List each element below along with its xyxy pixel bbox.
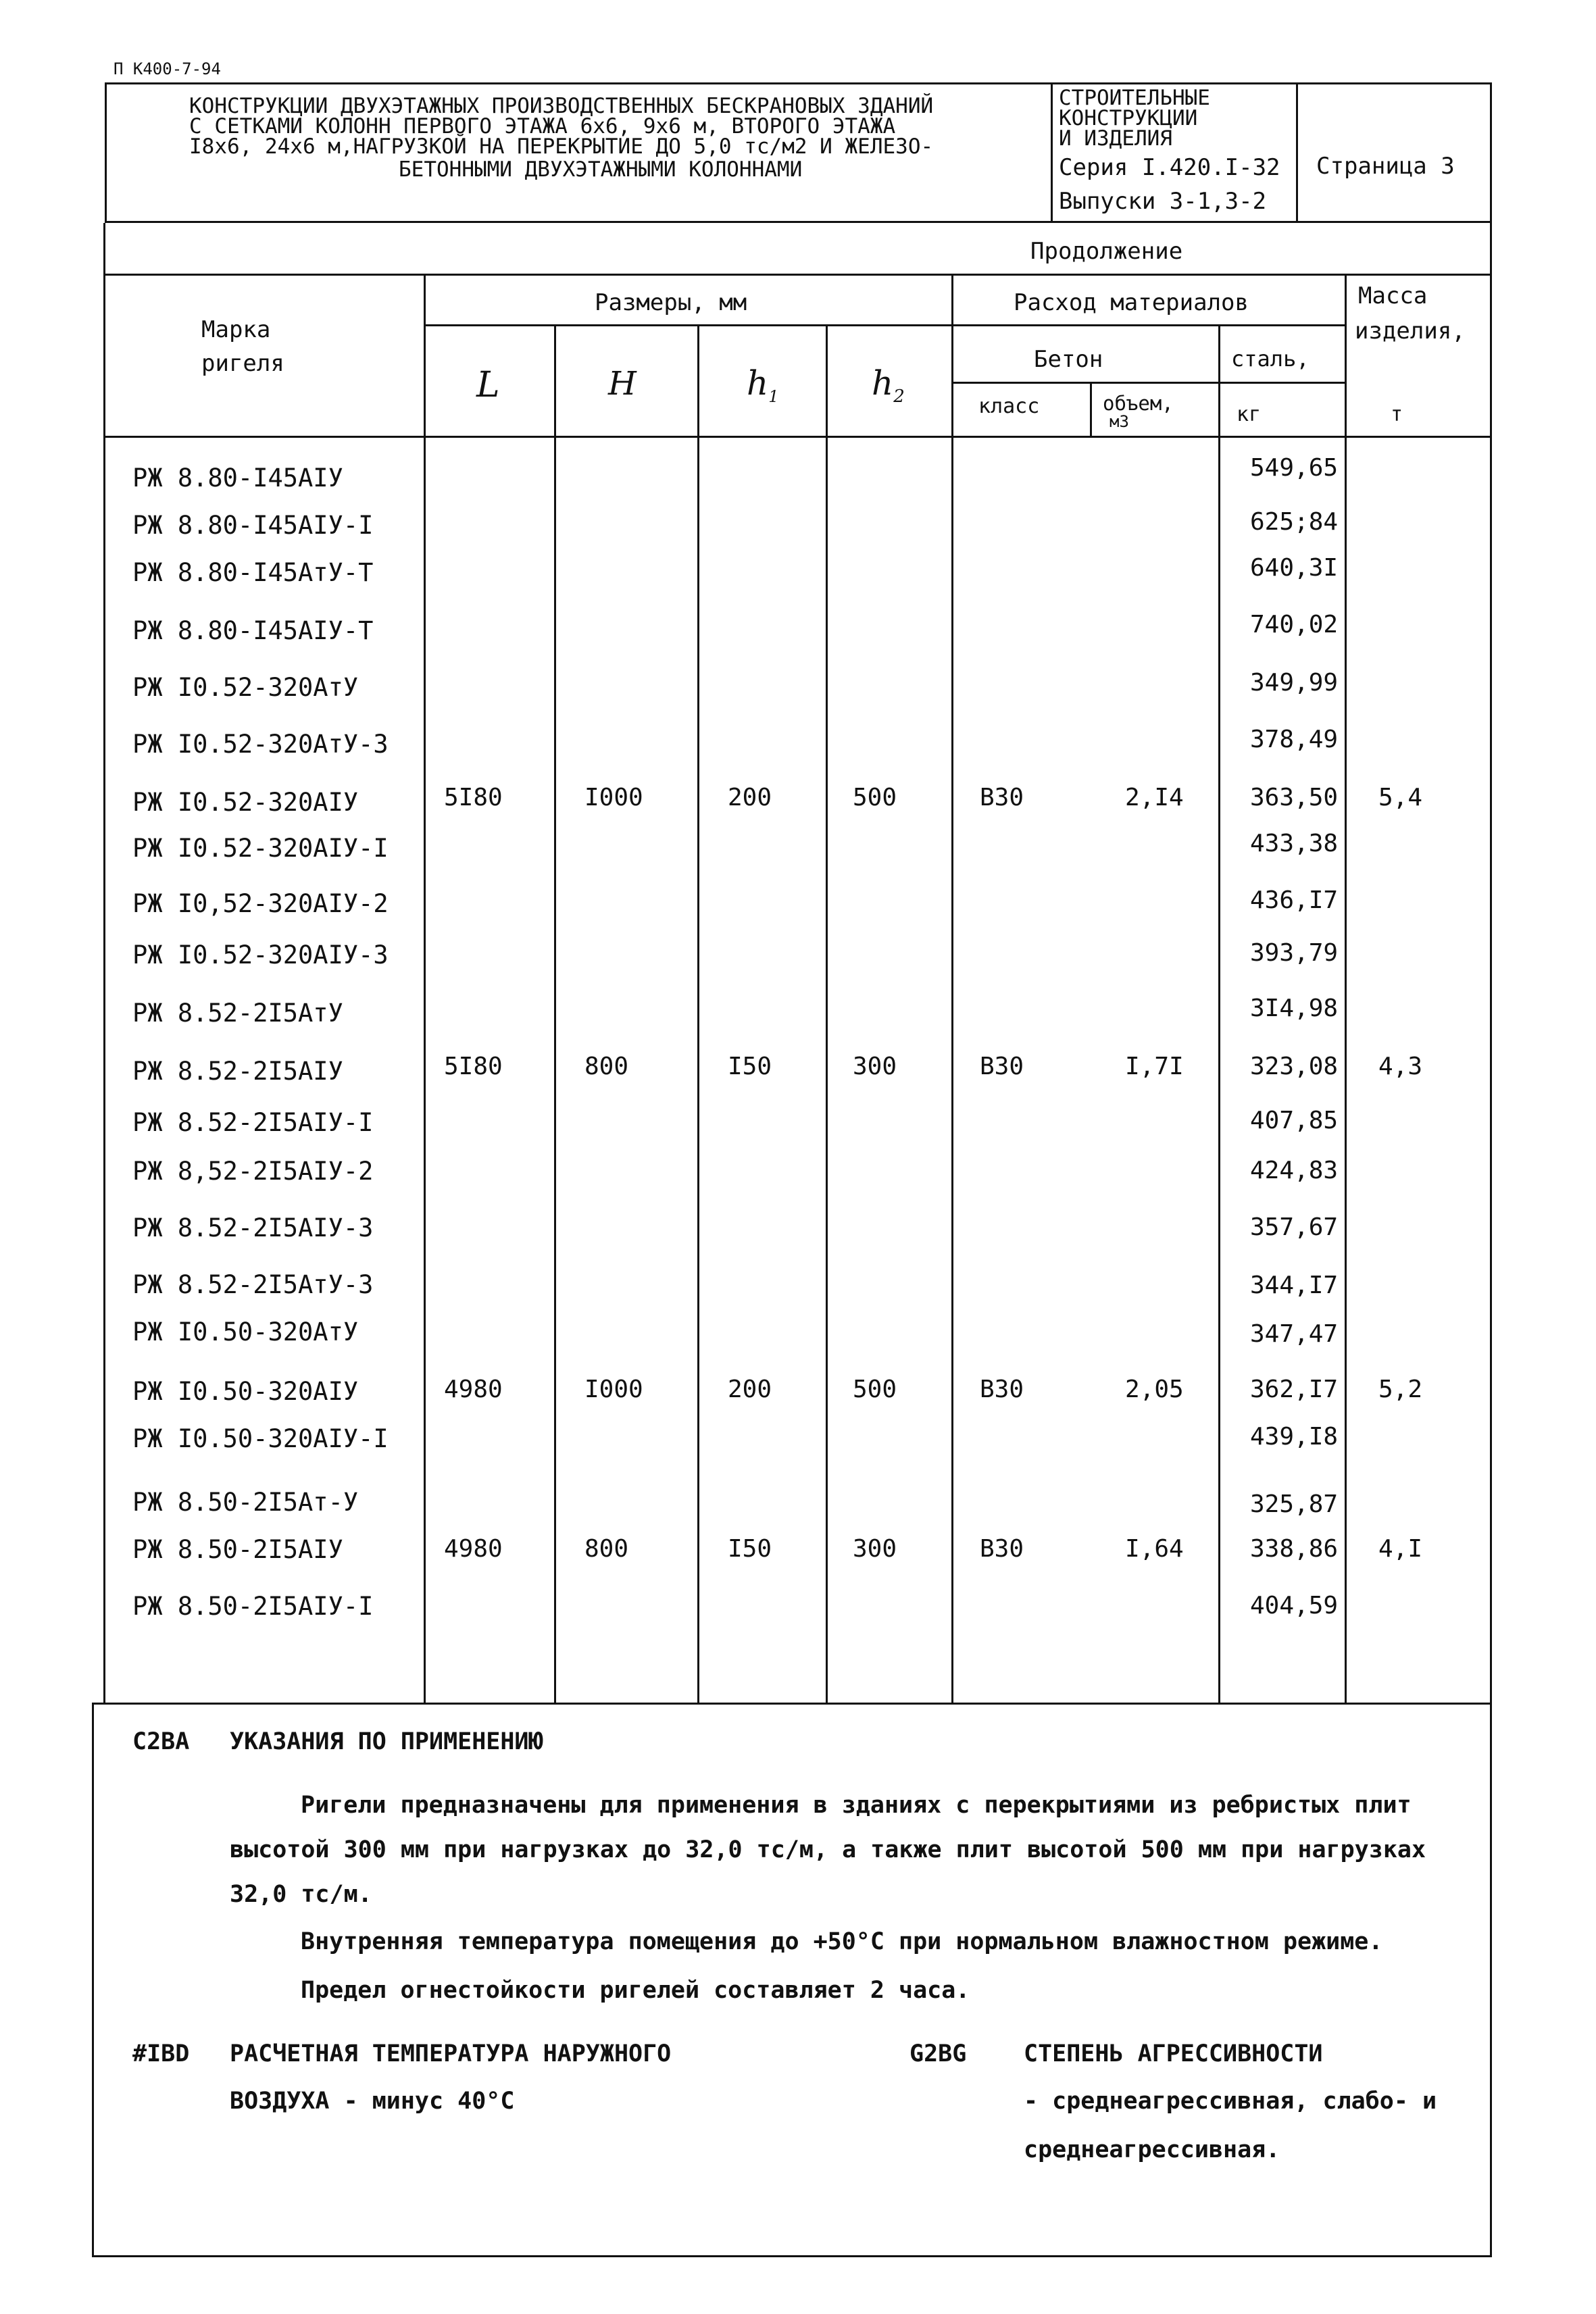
row-mark: РЖ I0.52-320AтУ	[132, 673, 359, 702]
row-steel: 436,I7	[1250, 886, 1339, 914]
group-mass: 4,3	[1378, 1053, 1423, 1080]
group-mass: 5,2	[1378, 1376, 1423, 1403]
row-steel: 325,87	[1250, 1490, 1339, 1518]
row-mark: РЖ I0.52-320AтУ-3	[132, 730, 389, 759]
group-h1: I50	[728, 1053, 772, 1080]
series-number: Серия I.420.I-32	[1059, 154, 1280, 181]
header-concrete: Бетон	[1034, 346, 1103, 373]
row-mark: РЖ 8.80-I45AIУ-Т	[132, 616, 374, 645]
row-mark: РЖ 8.80-I45AIУ	[132, 463, 343, 493]
row-steel: 357,67	[1250, 1213, 1339, 1241]
header-mass-1: Масса	[1358, 282, 1428, 309]
series-line-2: КОНСТРУКЦИИ	[1059, 106, 1198, 130]
table-header-bottom	[103, 436, 1491, 438]
row-steel: 393,79	[1250, 939, 1339, 967]
row-mark: РЖ I0.50-320AтУ	[132, 1317, 359, 1347]
row-steel: 378,49	[1250, 726, 1339, 753]
notes-code-2: #IBD	[132, 2040, 190, 2067]
row-mark: РЖ I0,52-320AIУ-2	[132, 889, 389, 918]
group-class: B30	[980, 1376, 1024, 1403]
group-L: 4980	[444, 1376, 503, 1403]
row-mark: РЖ 8,52-2I5AIУ-2	[132, 1157, 374, 1186]
notes-para1-line3: 32,0 тс/м.	[230, 1881, 372, 1908]
frame-right	[1490, 82, 1492, 2257]
header-H: H	[608, 365, 637, 403]
group-L: 5I80	[444, 1053, 503, 1080]
notes-temp-line1: РАСЧЕТНАЯ ТЕМПЕРАТУРА НАРУЖНОГО	[230, 2040, 672, 2067]
group-H: I000	[584, 1376, 643, 1403]
notes-heading-1: УКАЗАНИЯ ПО ПРИМЕНЕНИЮ	[230, 1728, 543, 1755]
header-h2	[872, 363, 905, 407]
header-split-2	[1296, 82, 1298, 222]
header-sizes: Размеры, мм	[595, 289, 747, 316]
header-class: класс	[978, 395, 1040, 418]
table-vline-h2	[826, 324, 828, 1703]
group-mass: 5,4	[1378, 784, 1423, 811]
group-volume: I,64	[1125, 1535, 1184, 1563]
row-mark: РЖ 8.50-2I5AIУ	[132, 1535, 343, 1564]
header-h2-letter: h	[872, 363, 894, 403]
row-steel: 549,65	[1250, 454, 1339, 482]
row-steel: 424,83	[1250, 1157, 1339, 1184]
header-mark-1: Марка	[201, 316, 271, 343]
row-mark: РЖ 8.80-I45AIУ-I	[132, 511, 374, 540]
row-steel: 433,38	[1250, 830, 1339, 857]
row-mark: РЖ 8.80-I45AтУ-Т	[132, 558, 374, 587]
notes-aggr-line1: СТЕПЕНЬ АГРЕССИВНОСТИ	[1024, 2040, 1323, 2067]
header-bottom	[105, 221, 1491, 223]
group-mass: 4,I	[1378, 1535, 1423, 1563]
table-hline-2	[951, 382, 1345, 384]
row-steel: 323,08	[1250, 1053, 1339, 1080]
title-line-1: КОНСТРУКЦИИ ДВУХЭТАЖНЫХ ПРОИЗВОДСТВЕННЫХ БЕСКРАНОВЫХ ЗДАНИЙ	[189, 94, 934, 118]
frame-bottom	[92, 2255, 1492, 2257]
table-vline-class	[951, 274, 953, 1703]
title-line-4: БЕТОННЫМИ ДВУХЭТАЖНЫМИ КОЛОННАМИ	[399, 157, 803, 182]
table-vline-volume	[1090, 382, 1092, 436]
group-H: 800	[584, 1053, 629, 1080]
continuation-label: Продолжение	[1030, 238, 1183, 265]
header-steel: сталь,	[1231, 346, 1310, 372]
group-h1: 200	[728, 784, 772, 811]
table-vline-h1	[697, 324, 699, 1703]
group-class: B30	[980, 1535, 1024, 1563]
table-hline-1	[424, 324, 1345, 326]
group-H: I000	[584, 784, 643, 811]
continuation-bottom	[105, 274, 1491, 276]
title-line-3: I8х6, 24х6 м,НАГРУЗКОЙ НА ПЕРЕКРЫТИЕ ДО 5,0 тс/м2 И ЖЕЛЕЗО-	[189, 134, 934, 159]
group-h1: I50	[728, 1535, 772, 1563]
notes-para2: Внутренняя температура помещения до +50°С при нормальном влажностном режиме.	[301, 1928, 1383, 1955]
series-line-1: СТРОИТЕЛЬНЫЕ	[1059, 86, 1210, 110]
notes-para1-line2: высотой 300 мм при нагрузках до 32,0 тс/м, а также плит высотой 500 мм при нагрузках	[230, 1836, 1426, 1863]
group-volume: 2,05	[1125, 1376, 1184, 1403]
row-mark: РЖ I0.50-320AIУ	[132, 1377, 359, 1406]
group-volume: 2,I4	[1125, 784, 1184, 811]
group-L: 4980	[444, 1535, 503, 1563]
row-mark: РЖ I0.52-320AIУ-3	[132, 940, 389, 970]
notes-code-3: G2BG	[909, 2040, 967, 2067]
group-h2: 300	[853, 1535, 897, 1563]
table-vline-mark	[424, 274, 426, 436]
header-h2-sub: 2	[893, 386, 905, 407]
issues-number: Выпуски 3-1,3-2	[1059, 188, 1267, 215]
header-mark-2: ригеля	[201, 350, 284, 377]
row-mark: РЖ 8.52-2I5AтУ	[132, 999, 343, 1028]
table-vline-H	[554, 324, 556, 1703]
row-steel: 3I4,98	[1250, 995, 1339, 1022]
header-h1-letter: h	[747, 363, 769, 403]
row-mark: РЖ 8.52-2I5AтУ-3	[132, 1270, 374, 1299]
row-steel: 347,47	[1250, 1320, 1339, 1348]
group-h2: 300	[853, 1053, 897, 1080]
notes-aggr-line2: - среднеагрессивная, слабо- и	[1024, 2088, 1437, 2115]
group-h1: 200	[728, 1376, 772, 1403]
notes-para1-line1: Ригели предназначены для применения в зданиях с перекрытиями из ребристых плит	[301, 1792, 1412, 1819]
row-steel: 407,85	[1250, 1107, 1339, 1134]
header-h1	[747, 363, 778, 406]
document-code: П К400-7-94	[114, 59, 221, 78]
group-volume: I,7I	[1125, 1053, 1184, 1080]
header-h1-sub: 1	[768, 387, 779, 406]
frame-left-table	[103, 223, 105, 1703]
table-vline-mass	[1345, 274, 1347, 1703]
group-H: 800	[584, 1535, 629, 1563]
frame-left-notes	[92, 1703, 94, 2257]
row-steel: 640,3I	[1250, 554, 1339, 582]
page-label: Страница 3	[1316, 153, 1455, 180]
frame-left	[105, 82, 107, 223]
table-vline-steel	[1218, 324, 1220, 1703]
header-volume-2: м3	[1109, 412, 1129, 431]
row-steel: 404,59	[1250, 1592, 1339, 1619]
notes-aggr-line3: среднеагрессивная.	[1024, 2136, 1280, 2163]
row-steel: 338,86	[1250, 1535, 1339, 1563]
header-L: L	[476, 365, 500, 405]
notes-temp-line2: ВОЗДУХА - минус 40°С	[230, 2088, 515, 2115]
row-mark: РЖ 8.52-2I5AIУ	[132, 1057, 343, 1086]
table-bottom	[92, 1703, 1492, 1705]
row-steel: 344,I7	[1250, 1272, 1339, 1299]
row-mark: РЖ 8.50-2I5Aт-У	[132, 1488, 359, 1517]
row-mark: РЖ I0.52-320AIУ	[132, 788, 359, 817]
group-class: B30	[980, 1053, 1024, 1080]
group-h2: 500	[853, 784, 897, 811]
table-vline-L	[424, 436, 426, 1703]
title-line-2: С СЕТКАМИ КОЛОНН ПЕРВОГО ЭТАЖА 6х6, 9х6 м, ВТОРОГО ЭТАЖА	[189, 114, 896, 139]
row-steel: 363,50	[1250, 784, 1339, 811]
header-mass-unit: т	[1391, 403, 1403, 426]
group-L: 5I80	[444, 784, 503, 811]
row-steel: 740,02	[1250, 611, 1339, 638]
header-steel-unit: кг	[1237, 403, 1262, 426]
group-class: B30	[980, 784, 1024, 811]
header-volume-1: объем,	[1103, 392, 1174, 415]
header-mass-2: изделия,	[1355, 318, 1466, 345]
row-steel: 625;84	[1250, 508, 1339, 536]
row-steel: 349,99	[1250, 669, 1339, 697]
header-split-1	[1051, 82, 1053, 222]
header-materials: Расход материалов	[1014, 289, 1249, 316]
series-line-3: И ИЗДЕЛИЯ	[1059, 126, 1172, 151]
row-steel: 362,I7	[1250, 1376, 1339, 1403]
row-mark: РЖ 8.50-2I5AIУ-I	[132, 1592, 374, 1621]
group-h2: 500	[853, 1376, 897, 1403]
notes-code-1: C2BA	[132, 1728, 190, 1755]
row-mark: РЖ I0.50-320AIУ-I	[132, 1424, 389, 1453]
notes-para3: Предел огнестойкости ригелей составляет 2 часа.	[301, 1977, 970, 2004]
frame-top	[105, 82, 1491, 84]
row-mark: РЖ I0.52-320AIУ-I	[132, 834, 389, 863]
row-steel: 439,I8	[1250, 1423, 1339, 1451]
row-mark: РЖ 8.52-2I5AIУ-3	[132, 1213, 374, 1242]
row-mark: РЖ 8.52-2I5AIУ-I	[132, 1108, 374, 1137]
